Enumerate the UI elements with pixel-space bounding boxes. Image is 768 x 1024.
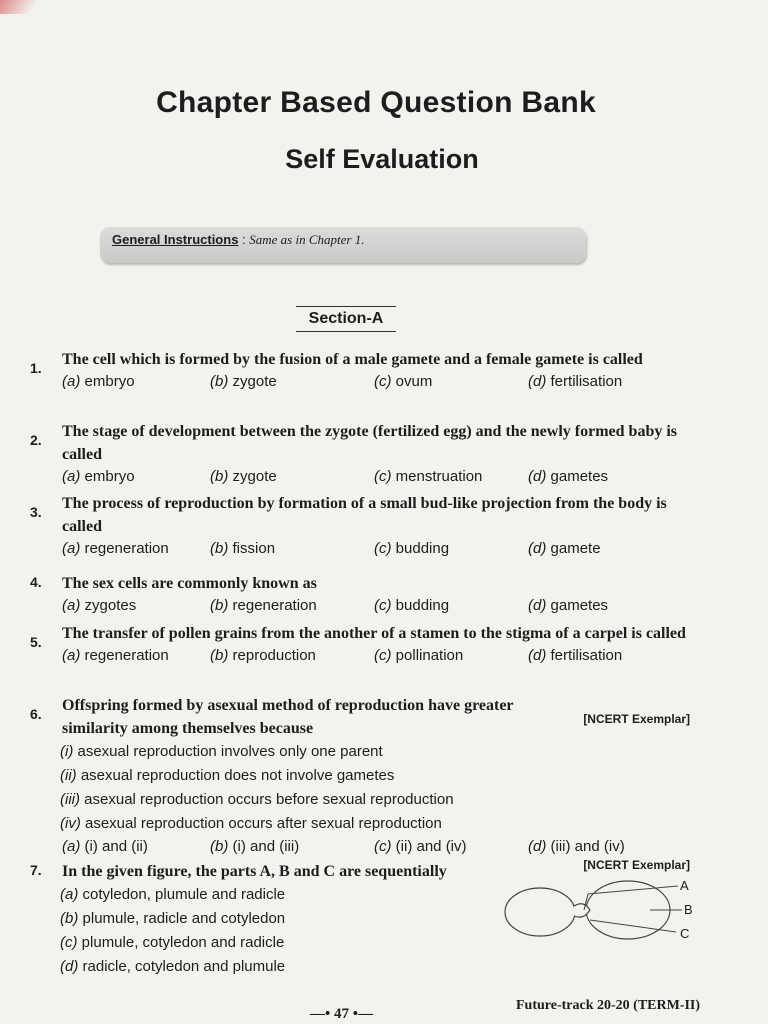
option-key: (a) [62, 647, 81, 664]
question-5 [30, 622, 710, 667]
option-key: (a) [62, 468, 81, 485]
option-key: (b) [210, 838, 229, 855]
option-key: (a) [60, 886, 79, 903]
instructions-separator: : [238, 232, 250, 247]
page-subtitle: Self Evaluation [285, 144, 479, 174]
option-text: regeneration [84, 647, 169, 664]
option-key: (d) [528, 468, 547, 485]
option-c [374, 836, 467, 858]
option-key: (d) [528, 597, 547, 614]
option-text: fertilisation [550, 647, 623, 664]
option-key: (d) [528, 838, 547, 855]
option-text: plumule, radicle and cotyledon [82, 910, 286, 927]
question-options [62, 645, 710, 667]
option-text: gametes [550, 597, 609, 614]
option-key: (b) [210, 647, 229, 664]
option-key: (c) [374, 597, 392, 614]
question-options [62, 538, 710, 560]
option-text: gamete [550, 540, 601, 557]
option-text: fertilisation [550, 373, 623, 390]
statement-item [60, 788, 710, 812]
statement-item [60, 740, 710, 764]
question-options [62, 466, 710, 488]
ncert-exemplar-tag: [NCERT Exemplar] [583, 858, 690, 872]
question-6 [30, 694, 710, 858]
option-c [374, 595, 449, 617]
question-text: The sex cells are commonly known as [62, 575, 317, 592]
question-text: The stage of development between the zygote (fertilized egg) and the newly formed baby is called [62, 423, 678, 463]
question-text: The cell which is formed by the fusion of a male gamete and a female gamete is called [62, 351, 643, 368]
option-text: budding [395, 540, 450, 557]
statement-key: (i) [60, 743, 74, 760]
question-number: 4. [30, 574, 42, 590]
section-heading: Section-A [296, 306, 396, 332]
option-b [210, 466, 277, 488]
option-text: menstruation [395, 468, 483, 485]
question-text: In the given figure, the parts A, B and C are sequentially [62, 863, 447, 880]
option-text: fission [232, 540, 276, 557]
figure-label-c: C [680, 926, 690, 941]
option-b [210, 595, 317, 617]
option-text: embryo [84, 373, 135, 390]
option-text: regeneration [232, 597, 317, 614]
question-number: 1. [30, 360, 42, 376]
option-b [210, 645, 316, 667]
option-d [528, 371, 622, 393]
option-key: (a) [62, 597, 81, 614]
option-key: (b) [210, 597, 229, 614]
page-number: —• 47 •— [310, 1006, 374, 1022]
seed-embryo-figure [500, 876, 710, 946]
instructions-label: General Instructions [112, 232, 239, 247]
statement-text: asexual reproduction involves only one parent [77, 743, 383, 760]
option-d [528, 466, 608, 488]
option-key: (b) [210, 468, 229, 485]
option-text: budding [395, 597, 450, 614]
option-key: (d) [528, 647, 547, 664]
option-text: ovum [395, 373, 433, 390]
option-d [60, 955, 710, 979]
option-text: (iii) and (iv) [550, 838, 625, 855]
option-text: cotyledon, plumule and radicle [82, 886, 286, 903]
option-key: (d) [528, 540, 547, 557]
option-b [210, 836, 299, 858]
question-text: The transfer of pollen grains from the another of a stamen to the stigma of a carpel is called [62, 625, 686, 642]
statement-item [60, 764, 710, 788]
question-number: 5. [30, 634, 42, 650]
option-key: (d) [528, 373, 547, 390]
option-d [528, 645, 622, 667]
option-text: radicle, cotyledon and plumule [82, 958, 286, 975]
question-number: 7. [30, 862, 42, 878]
general-instructions-box [100, 227, 586, 263]
option-key: (d) [60, 958, 79, 975]
question-text: Offspring formed by asexual method of reproduction have greater similarity among themselves because [62, 697, 514, 737]
option-b [210, 538, 275, 560]
option-a [62, 645, 169, 667]
question-1 [30, 348, 710, 393]
question-options [62, 836, 710, 858]
option-c [374, 645, 463, 667]
left-cotyledon-shape [505, 888, 575, 936]
option-key: (c) [374, 540, 392, 557]
option-key: (b) [210, 540, 229, 557]
option-text: plumule, cotyledon and radicle [81, 934, 285, 951]
statement-key: (iv) [60, 815, 81, 832]
statement-text: asexual reproduction occurs after sexual reproduction [85, 815, 442, 832]
option-text: (ii) and (iv) [395, 838, 467, 855]
option-text: pollination [395, 647, 464, 664]
option-key: (c) [374, 468, 392, 485]
question-options [62, 595, 710, 617]
option-a [62, 538, 169, 560]
option-a [62, 466, 135, 488]
option-key: (c) [60, 934, 78, 951]
option-key: (c) [374, 647, 392, 664]
option-a [62, 371, 135, 393]
option-c [374, 466, 482, 488]
option-key: (b) [60, 910, 79, 927]
page-corner-mark [0, 0, 40, 14]
ncert-exemplar-tag: [NCERT Exemplar] [583, 712, 690, 726]
statement-key: (ii) [60, 767, 77, 784]
option-d [528, 836, 625, 858]
option-c [374, 538, 449, 560]
option-text: zygote [232, 373, 277, 390]
book-footer: Future-track 20-20 (TERM-II) [516, 998, 701, 1013]
option-key: (a) [62, 838, 81, 855]
question-text: The process of reproduction by formation of a small bud-like projection from the body is called [62, 495, 667, 535]
page-number-value: 47 [334, 1006, 350, 1022]
option-key: (c) [374, 838, 392, 855]
option-text: (i) and (ii) [84, 838, 148, 855]
question-3 [30, 492, 710, 560]
embryo-axis-shape [574, 904, 590, 917]
question-number: 3. [30, 504, 42, 520]
option-key: (a) [62, 540, 81, 557]
statement-item [60, 812, 710, 836]
option-a [62, 595, 136, 617]
question-number: 2. [30, 432, 42, 448]
option-d [528, 595, 608, 617]
option-key: (b) [210, 373, 229, 390]
option-text: embryo [84, 468, 135, 485]
figure-label-b: B [684, 902, 693, 917]
instructions-value: Same as in Chapter 1. [249, 232, 365, 247]
option-a [62, 836, 148, 858]
page-title: Chapter Based Question Bank [156, 86, 596, 119]
option-key: (a) [62, 373, 81, 390]
option-d [528, 538, 601, 560]
option-c [374, 371, 432, 393]
statement-key: (iii) [60, 791, 80, 808]
option-text: zygotes [84, 597, 137, 614]
option-text: reproduction [232, 647, 316, 664]
option-text: (i) and (iii) [232, 838, 300, 855]
statement-text: asexual reproduction occurs before sexual reproduction [84, 791, 454, 808]
figure-label-a: A [680, 878, 689, 893]
option-key: (c) [374, 373, 392, 390]
question-options [62, 371, 710, 393]
option-b [210, 371, 277, 393]
question-4 [30, 572, 710, 617]
question-number: 6. [30, 706, 42, 722]
option-text: zygote [232, 468, 277, 485]
statement-list [60, 740, 710, 836]
option-text: regeneration [84, 540, 169, 557]
question-2 [30, 420, 710, 488]
statement-text: asexual reproduction does not involve gametes [80, 767, 395, 784]
seed-embryo-diagram [500, 876, 710, 946]
option-text: gametes [550, 468, 609, 485]
